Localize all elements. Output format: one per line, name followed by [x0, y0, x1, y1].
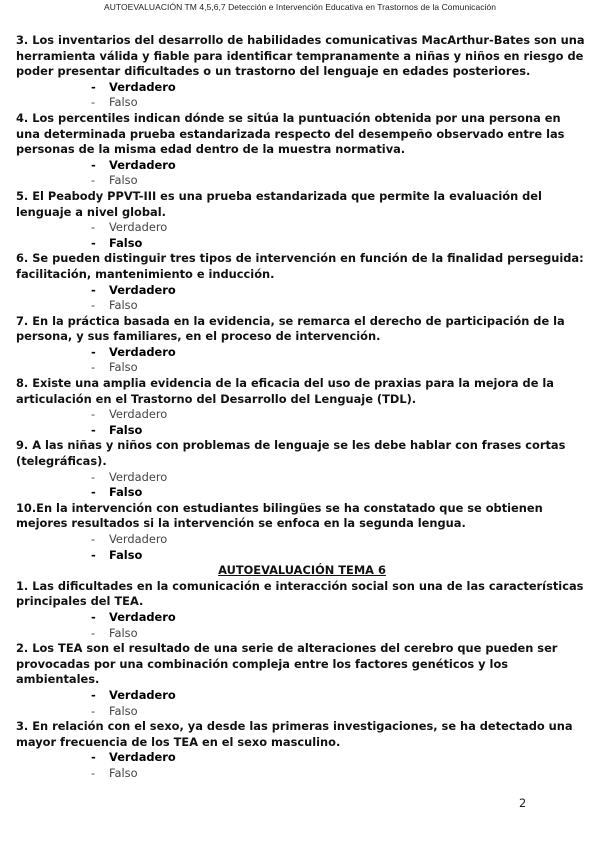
answer-option-selected — [16, 345, 588, 361]
list-dash: - — [91, 79, 96, 94]
option-label: Verdadero — [109, 220, 168, 235]
answer-option-selected — [16, 485, 588, 501]
option-label: Verdadero — [109, 532, 168, 546]
option-label: Falso — [109, 765, 138, 780]
question-text: 7. En la práctica basada en la evidencia, se remarca el derecho de participación de la persona, y sus familiares, en el proceso de intervención. — [16, 313, 565, 344]
answer-option-selected — [16, 423, 588, 439]
document-body — [16, 33, 588, 782]
option-label: Verdadero — [109, 79, 176, 94]
answer-option — [16, 360, 588, 376]
answer-option — [16, 173, 588, 189]
list-dash: - — [91, 282, 96, 297]
answer-option — [16, 407, 588, 423]
question-text: 6. Se pueden distinguir tres tipos de intervención en función de la finalidad perseguida: facilitación, mantenimiento e inducción. — [16, 251, 584, 281]
section-title: AUTOEVALUACIÓN TEMA 6 — [218, 563, 386, 578]
option-label: Falso — [109, 547, 143, 562]
list-dash: - — [91, 344, 96, 359]
page-header: AUTOEVALUACIÓN TM 4,5,6,7 Detección e Intervención Educativa en Trastornos de la Comunicación — [103, 2, 497, 12]
answer-option — [16, 470, 588, 486]
answer-option — [16, 704, 588, 720]
option-label: Falso — [109, 485, 143, 500]
option-label: Falso — [109, 422, 143, 437]
answer-option — [16, 220, 588, 236]
question-text: 3. Los inventarios del desarrollo de habilidades comunicativas MacArthur-Bates son una herramienta válida y fiable para identificar tempranamente a niñas y niños en riesgo de poder presentar dificultades o un trastorno del lenguaje en edades posteriores. — [16, 33, 585, 79]
option-label: Falso — [109, 298, 138, 313]
list-dash: - — [91, 625, 96, 640]
list-dash: - — [91, 360, 96, 375]
section-tema-5 — [16, 33, 588, 563]
list-dash: - — [91, 422, 96, 437]
list-dash: - — [91, 235, 96, 250]
list-dash: - — [91, 547, 96, 562]
answer-option — [16, 626, 588, 642]
answer-option-selected — [16, 158, 588, 174]
answer-option-selected — [16, 610, 588, 626]
answer-option-selected — [16, 548, 588, 564]
option-label: Verdadero — [109, 407, 168, 422]
list-dash: - — [91, 703, 96, 718]
list-dash: - — [91, 407, 96, 422]
list-dash: - — [91, 485, 96, 500]
question-text: 9. A las niñas y niños con problemas de lenguaje se les debe hablar con frases cortas (telegráficas). — [16, 438, 566, 469]
answer-option — [16, 532, 588, 548]
list-dash: - — [91, 95, 96, 110]
question-text: 10.En la intervención con estudiantes bilingües se ha constatado que se obtienen mejores resultados si la intervención se enfoca en la segunda lengua. — [16, 500, 543, 531]
answer-option-selected — [16, 750, 588, 766]
list-dash: - — [91, 750, 96, 765]
answer-option-selected — [16, 236, 588, 252]
option-label: Falso — [109, 173, 138, 188]
list-dash: - — [91, 469, 96, 484]
option-label: Verdadero — [109, 469, 168, 484]
option-label: Falso — [109, 625, 138, 640]
option-label: Falso — [109, 235, 143, 250]
question-text: 1. Las dificultades en la comunicación e interacción social son una de las características principales del TEA. — [16, 578, 584, 609]
option-label: Verdadero — [109, 344, 176, 359]
answer-option-selected — [16, 688, 588, 704]
option-label: Verdadero — [109, 157, 176, 172]
option-label: Falso — [109, 360, 138, 375]
option-label: Verdadero — [109, 609, 176, 624]
list-dash: - — [91, 298, 96, 313]
list-dash: - — [91, 765, 96, 780]
question-text: 5. El Peabody PPVT-III es una prueba estandarizada que permite la evaluación del lenguaje a nivel global. — [16, 188, 542, 219]
list-dash: - — [91, 609, 96, 624]
list-dash: - — [91, 173, 96, 188]
list-dash: - — [91, 687, 96, 702]
list-dash: - — [91, 157, 96, 172]
page-number: 2 — [519, 796, 527, 810]
option-label: Verdadero — [109, 687, 176, 702]
answer-option — [16, 298, 588, 314]
option-label: Verdadero — [109, 750, 176, 765]
answer-option — [16, 95, 588, 111]
question-text: 4. Los percentiles indican dónde se sitúa la puntuación obtenida por una persona en una determinada prueba estandarizada respecto del desempeño observado entre las personas de la misma edad dentro de la muestra normativa. — [16, 110, 565, 157]
question-text: 3. En relación con el sexo, ya desde las primeras investigaciones, se ha detectado una mayor frecuencia de los TEA en el sexo masculino. — [16, 719, 573, 749]
section-tema-6 — [16, 579, 588, 782]
answer-option-selected — [16, 80, 588, 96]
option-label: Verdadero — [109, 282, 176, 297]
option-label: Falso — [109, 703, 138, 718]
list-dash: - — [91, 532, 96, 546]
question-text: 8. Existe una amplia evidencia de la eficacia del uso de praxias para la mejora de la articulación en el Trastorno del Desarrollo del Lenguaje (TDL). — [16, 376, 554, 406]
question-text: 2. Los TEA son el resultado de una serie de alteraciones del cerebro que pueden ser provocadas por una combinación compleja entre los factores genéticos y los ambientales. — [16, 641, 558, 687]
answer-option — [16, 766, 588, 782]
list-dash: - — [91, 220, 96, 235]
option-label: Falso — [109, 95, 138, 110]
answer-option-selected — [16, 283, 588, 299]
